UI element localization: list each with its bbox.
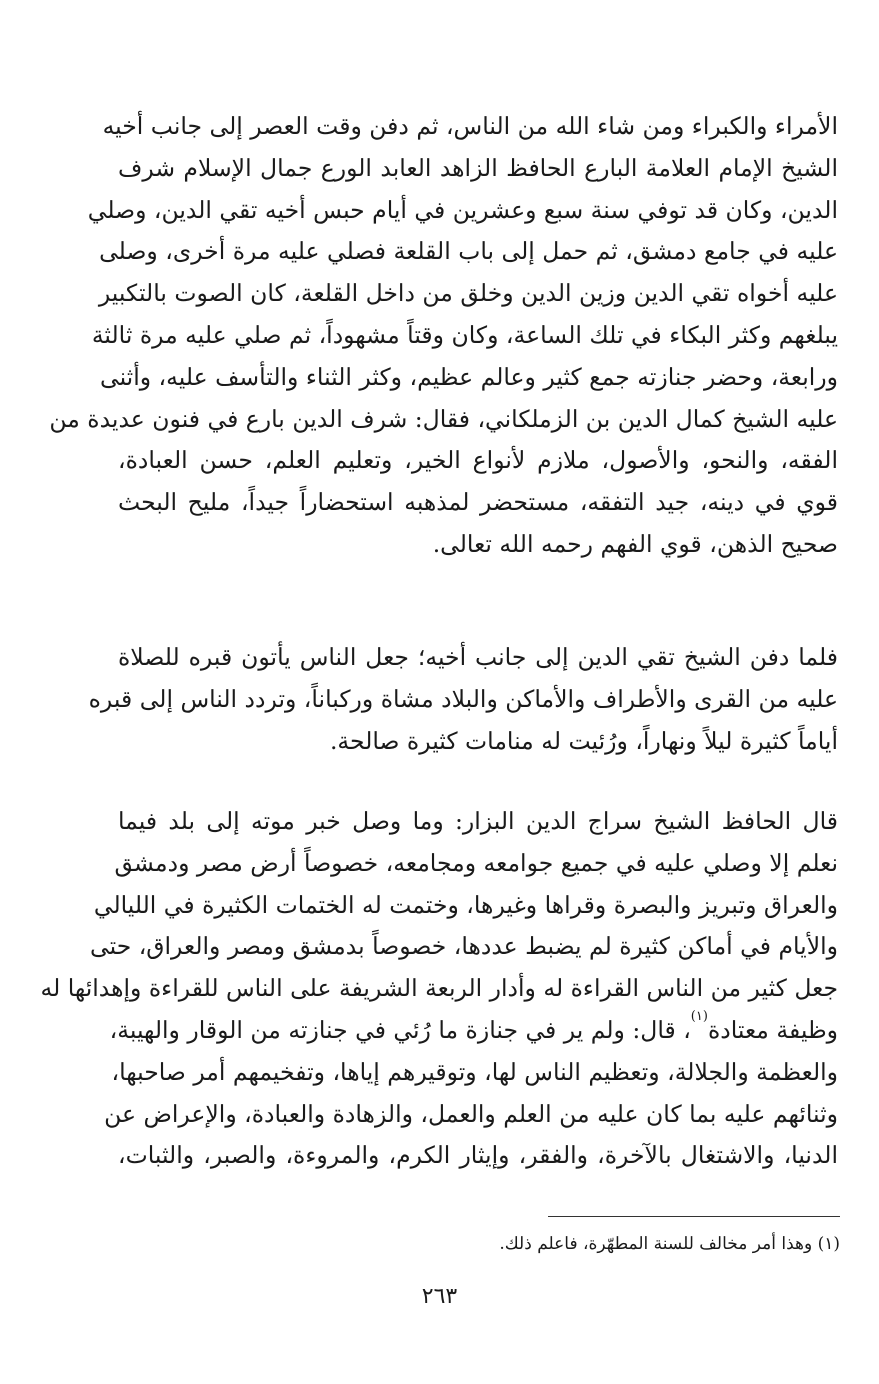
text-line: أياماً كثيرة ليلاً ونهاراً، ورُئيت له منامات كثيرة صالحة. bbox=[329, 726, 838, 755]
text-line-with-footnote bbox=[109, 1008, 838, 1052]
text-line: فلما دفن الشيخ تقي الدين إلى جانب أخيه؛ جعل الناس يأتون قبره للصلاة bbox=[118, 643, 838, 671]
paragraph-1 bbox=[49, 106, 838, 566]
text-line: عليه من القرى والأطراف والأماكن والبلاد مشاة وركباناً، وتردد الناس إلى قبره bbox=[88, 684, 838, 713]
text-line: الشيخ الإمام العلامة البارع الحافظ الزاهد العابد الورع جمال الإسلام شرف bbox=[118, 153, 838, 182]
text-line: الفقه، والنحو، والأصول، ملازم لأنواع الخير، وتعليم العلم، حسن العبادة، bbox=[118, 446, 838, 475]
text-segment: ، قال: ولم ير في جنازة ما رُئي في جنازته من الوقار والهيبة، bbox=[109, 1015, 691, 1044]
text-line: عليه في جامع دمشق، ثم حمل إلى باب القلعة فصلي عليه مرة أخرى، وصلى bbox=[99, 237, 838, 266]
text-line: قوي في دينه، جيد التفقه، مستحضر لمذهبه استحضاراً جيداً، مليح البحث bbox=[118, 488, 838, 517]
text-line: عليه الشيخ كمال الدين بن الزملكاني، فقال: شرف الدين بارع في فنون عديدة من bbox=[49, 404, 838, 433]
text-line: صحيح الذهن، قوي الفهم رحمه الله تعالى. bbox=[432, 529, 838, 558]
text-segment: وظيفة معتادة bbox=[707, 1015, 838, 1044]
text-line: الدنيا، والاشتغال بالآخرة، والفقر، وإيثار الكرم، والمروءة، والصبر، والثبات، bbox=[118, 1141, 838, 1170]
text-line: عليه أخواه تقي الدين وزين الدين وخلق من داخل القلعة، كان الصوت بالتكبير bbox=[98, 279, 838, 308]
paragraph-3 bbox=[40, 801, 838, 1177]
text-line: الدين، وكان قد توفي سنة سبع وعشرين في أيام حبس أخيه تقي الدين، وصلي bbox=[87, 195, 838, 224]
text-line: جعل كثير من الناس القراءة له وأدار الربعة الشريفة على الناس للقراءة وإهدائها له bbox=[40, 974, 838, 1003]
text-line: والعظمة والجلالة، وتعظيم الناس لها، وتوقيرهم إياها، وتفخيمهم أمر صاحبها، bbox=[111, 1057, 838, 1086]
footnote-reference[interactable]: (١) bbox=[690, 1008, 708, 1024]
paragraph-2 bbox=[88, 637, 838, 762]
page-number: ٢٦٣ bbox=[421, 1284, 458, 1309]
text-line: يبلغهم وكثر البكاء في تلك الساعة، وكان وقتاً مشهوداً، ثم صلي عليه مرة ثالثة bbox=[91, 320, 838, 349]
text-line: نعلم إلا وصلي عليه في جميع جوامعه ومجامعه، خصوصاً أرض مصر ودمشق bbox=[114, 848, 838, 877]
text-line: وثنائهم عليه بما كان عليه من العلم والعمل، والزهادة والعبادة، والإعراض عن bbox=[104, 1099, 838, 1128]
text-line: ورابعة، وحضر جنازته جمع كثير وعالم عظيم، وكثر الثناء والتأسف عليه، وأثنى bbox=[99, 362, 838, 391]
footnote-divider bbox=[548, 1216, 840, 1217]
footnote: (١) وهذا أمر مخالف للسنة المطهّرة، فاعلم ذلك. bbox=[499, 1234, 840, 1254]
text-line: والأيام في أماكن كثيرة لم يضبط عددها، خصوصاً بدمشق ومصر والعراق، حتى bbox=[90, 932, 838, 961]
text-line: قال الحافظ الشيخ سراج الدين البزار: وما وصل خبر موته إلى بلد فيما bbox=[118, 807, 838, 835]
text-line: والعراق وتبريز والبصرة وقراها وغيرها، وختمت له الختمات الكثيرة في الليالي bbox=[93, 890, 838, 919]
text-line: الأمراء والكبراء ومن شاء الله من الناس، ثم دفن وقت العصر إلى جانب أخيه bbox=[102, 112, 838, 140]
